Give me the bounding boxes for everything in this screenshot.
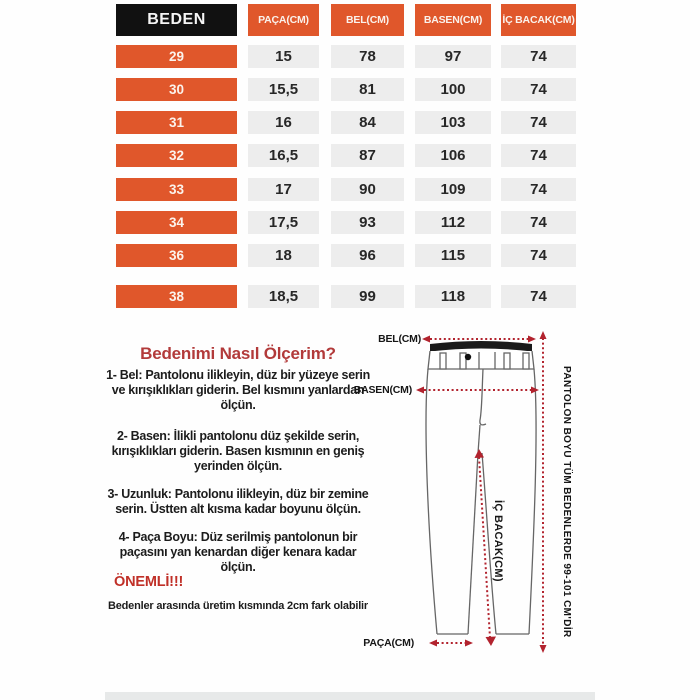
value-cell: 103 xyxy=(415,111,491,134)
bel-label: BEL(CM) xyxy=(378,333,421,345)
length-note-label: PANTOLON BOYU TÜM BEDENLERDE 99-101 CM'DİR xyxy=(561,366,572,638)
table-row xyxy=(0,45,700,68)
value-cell: 106 xyxy=(415,144,491,167)
table-header-row xyxy=(0,4,700,36)
inseam-label: İÇ BACAK(CM) xyxy=(492,500,504,582)
value-cell: 18,5 xyxy=(248,285,319,308)
value-cell: 118 xyxy=(415,285,491,308)
basen-label: BASEN(CM) xyxy=(353,384,412,396)
basen-arrow xyxy=(416,387,539,394)
table-row xyxy=(0,285,700,308)
value-cell: 97 xyxy=(415,45,491,68)
waistband-top xyxy=(430,341,532,352)
length-arrow xyxy=(540,331,547,653)
value-cell: 74 xyxy=(501,285,576,308)
value-cell: 112 xyxy=(415,211,491,234)
header-ic-bacak: İÇ BACAK(CM) xyxy=(501,4,576,36)
header-basen: BASEN(CM) xyxy=(415,4,491,36)
value-cell: 96 xyxy=(331,244,404,267)
size-cell: 32 xyxy=(116,144,237,167)
value-cell: 84 xyxy=(331,111,404,134)
guide-step-basen: 2- Basen: İlikli pantolonu düz şekilde serin, kırışıklıkları giderin. Basen kısmının en geniş yerinden ölçün. xyxy=(111,429,365,473)
table-row xyxy=(0,244,700,267)
table-row xyxy=(0,111,700,134)
paca-label: PAÇA(CM) xyxy=(363,637,414,649)
value-cell: 74 xyxy=(501,78,576,101)
guide-step-paca: 4- Paça Boyu: Düz serilmiş pantolonun bir paçasını yan kenardan diğer kenara kadar ölçün. xyxy=(118,530,358,574)
table-row xyxy=(0,144,700,167)
value-cell: 100 xyxy=(415,78,491,101)
guide-title: Bedenimi Nasıl Ölçerim? xyxy=(140,344,336,363)
value-cell: 93 xyxy=(331,211,404,234)
header-bel: BEL(CM) xyxy=(331,4,404,36)
value-cell: 99 xyxy=(331,285,404,308)
value-cell: 16 xyxy=(248,111,319,134)
value-cell: 81 xyxy=(331,78,404,101)
value-cell: 74 xyxy=(501,211,576,234)
size-cell: 29 xyxy=(116,45,237,68)
value-cell: 74 xyxy=(501,244,576,267)
value-cell: 74 xyxy=(501,144,576,167)
value-cell: 17,5 xyxy=(248,211,319,234)
pants-outline xyxy=(426,341,536,634)
value-cell: 17 xyxy=(248,178,319,201)
value-cell: 78 xyxy=(331,45,404,68)
value-cell: 90 xyxy=(331,178,404,201)
header-beden: BEDEN xyxy=(116,4,237,36)
value-cell: 18 xyxy=(248,244,319,267)
size-cell: 31 xyxy=(116,111,237,134)
value-cell: 74 xyxy=(501,45,576,68)
button-dot xyxy=(465,354,471,360)
size-cell: 38 xyxy=(116,285,237,308)
header-paca: PAÇA(CM) xyxy=(248,4,319,36)
guide-step-uzunluk: 3- Uzunluk: Pantolonu ilikleyin, düz bir zemine serin. Üstten alt kısma kadar boyunu ölçün. xyxy=(107,487,369,516)
important-label: ÖNEMLİ!!! xyxy=(114,574,184,590)
value-cell: 87 xyxy=(331,144,404,167)
guide-step-bel: 1- Bel: Pantolonu ilikleyin, düz bir yüzeye serin ve kırışıklıkları giderin. Bel kısmını yanlardan ölçün. xyxy=(106,368,370,412)
value-cell: 74 xyxy=(501,111,576,134)
table-row xyxy=(0,78,700,101)
table-row xyxy=(0,178,700,201)
important-note: Bedenler arasında üretim kısmında 2cm fark olabilir xyxy=(107,600,368,612)
size-cell: 36 xyxy=(116,244,237,267)
value-cell: 15 xyxy=(248,45,319,68)
value-cell: 74 xyxy=(501,178,576,201)
value-cell: 115 xyxy=(415,244,491,267)
size-cell: 33 xyxy=(116,178,237,201)
value-cell: 15,5 xyxy=(248,78,319,101)
paca-arrow xyxy=(429,640,473,647)
value-cell: 109 xyxy=(415,178,491,201)
table-row xyxy=(0,211,700,234)
size-cell: 30 xyxy=(116,78,237,101)
size-cell: 34 xyxy=(116,211,237,234)
value-cell: 16,5 xyxy=(248,144,319,167)
bottom-divider xyxy=(105,692,595,700)
